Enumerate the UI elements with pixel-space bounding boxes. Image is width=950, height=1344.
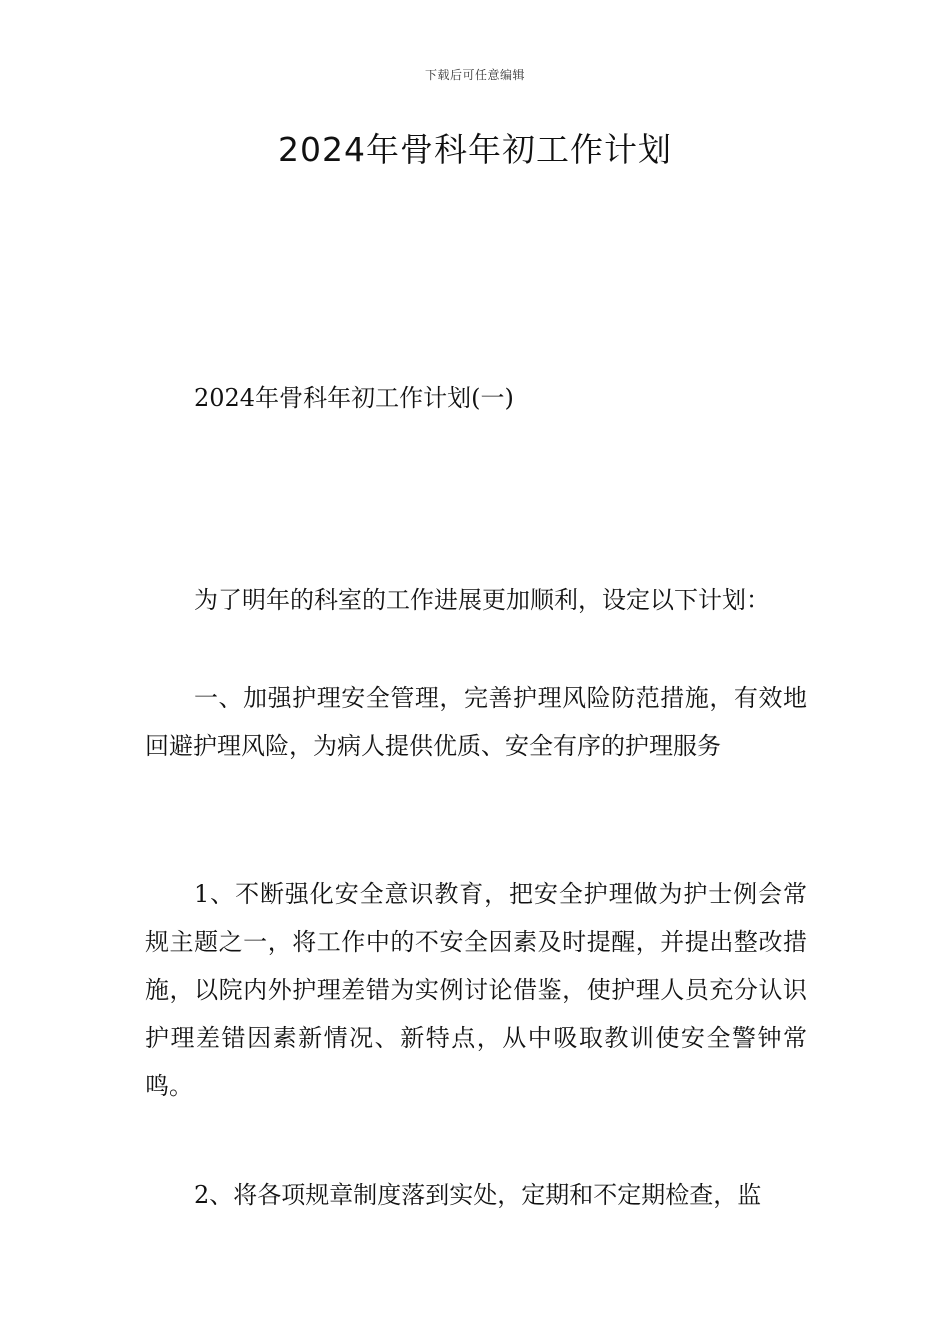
item-2-paragraph: 2、将各项规章制度落到实处，定期和不定期检查，监: [194, 1181, 762, 1209]
item-1-paragraph: 1、不断强化安全意识教育，把安全护理做为护士例会常规主题之一，将工作中的不安全因素及时提醒，并提出整改措施，以院内外护理差错为实例讨论借鉴，使护理人员充分认识护理差错因素新情况、新特点，从中吸取教训使安全警钟常鸣。: [145, 880, 807, 1100]
intro-paragraph: 为了明年的科室的工作进展更加顺利，设定以下计划：: [194, 586, 770, 614]
section-one-paragraph: 一、加强护理安全管理，完善护理风险防范措施，有效地回避护理风险，为病人提供优质、安全有序的护理服务: [145, 684, 807, 760]
section-subtitle: 2024年骨科年初工作计划(一): [194, 384, 514, 412]
header-note: 下载后可任意编辑: [424, 68, 525, 82]
document-title: 2024年骨科年初工作计划: [278, 130, 672, 169]
